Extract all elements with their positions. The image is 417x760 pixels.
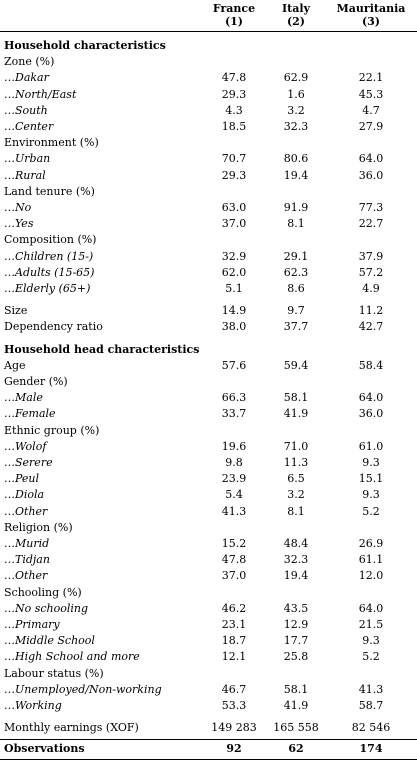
bottom-rule bbox=[0, 759, 417, 760]
row-value: 37.9 bbox=[358, 249, 384, 263]
row-value: 47.8 bbox=[221, 71, 247, 85]
row-value: 91.9 bbox=[283, 201, 309, 214]
row-value: 77.3 bbox=[358, 201, 384, 214]
row-label: Observations bbox=[4, 742, 85, 756]
row-value: 5.1 bbox=[225, 282, 243, 295]
row-value: 43.5 bbox=[283, 601, 309, 615]
row-value: 37.0 bbox=[221, 569, 247, 583]
row-value: 41.9 bbox=[283, 699, 309, 712]
row-value: 3.2 bbox=[287, 103, 305, 117]
row-value: 45.3 bbox=[358, 87, 384, 101]
column-number: (2) bbox=[286, 15, 306, 28]
row-value: 19.4 bbox=[283, 569, 309, 583]
table-row bbox=[0, 87, 417, 103]
row-label: …Primary bbox=[4, 618, 60, 631]
row-value: 62.3 bbox=[283, 265, 309, 279]
row-value: 12.0 bbox=[358, 569, 384, 583]
column-name: Italy bbox=[282, 2, 310, 15]
row-label: …Children (15-) bbox=[4, 249, 94, 263]
table-row bbox=[0, 536, 417, 552]
column-name: Mauritania bbox=[336, 2, 406, 15]
row-value: 22.7 bbox=[358, 217, 384, 231]
group-heading-row bbox=[0, 585, 417, 601]
table-row bbox=[0, 281, 417, 297]
row-value: 66.3 bbox=[221, 391, 247, 405]
section-heading-row bbox=[0, 342, 417, 358]
row-label: …Wolof bbox=[4, 439, 47, 453]
table-row bbox=[0, 698, 417, 714]
row-label: …Yes bbox=[4, 217, 34, 231]
table-row bbox=[0, 406, 417, 422]
row-value: 59.4 bbox=[283, 358, 309, 372]
column-header-mauritania bbox=[336, 2, 406, 28]
row-value: 58.4 bbox=[358, 358, 384, 372]
row-label: …Other bbox=[4, 569, 48, 583]
row-label: Composition (%) bbox=[4, 233, 97, 247]
row-value: 5.2 bbox=[362, 650, 380, 664]
row-value: 9.7 bbox=[287, 304, 305, 318]
row-value: 4.3 bbox=[225, 103, 243, 117]
row-value: 22.1 bbox=[358, 71, 384, 85]
row-value: 9.8 bbox=[225, 456, 243, 469]
row-label: Ethnic group (%) bbox=[4, 423, 100, 437]
row-label: Zone (%) bbox=[4, 55, 55, 69]
table-row bbox=[0, 439, 417, 455]
row-value: 9.3 bbox=[362, 634, 380, 648]
row-label: Age bbox=[4, 358, 26, 372]
row-value: 58.1 bbox=[283, 682, 309, 696]
row-value: 32.3 bbox=[283, 553, 309, 567]
row-value: 165 558 bbox=[273, 721, 319, 735]
column-header-france bbox=[199, 2, 269, 28]
row-label: …Unemployed/Non-working bbox=[4, 682, 162, 696]
row-value: 9.3 bbox=[362, 488, 380, 502]
table-row bbox=[0, 319, 417, 335]
row-value: 19.4 bbox=[283, 168, 309, 182]
row-value: 46.2 bbox=[221, 601, 247, 615]
table-row bbox=[0, 617, 417, 633]
row-value: 62.9 bbox=[283, 71, 309, 85]
row-value: 18.7 bbox=[221, 634, 247, 648]
table-row bbox=[0, 216, 417, 232]
row-label: Size bbox=[4, 304, 28, 318]
row-value: 80.6 bbox=[283, 152, 309, 166]
row-label: Dependency ratio bbox=[4, 320, 103, 334]
row-value: 46.7 bbox=[221, 682, 247, 696]
row-value: 62.0 bbox=[221, 265, 247, 279]
row-value: 41.3 bbox=[221, 504, 247, 518]
table-row bbox=[0, 552, 417, 568]
table-row bbox=[0, 633, 417, 649]
row-value: 61.0 bbox=[358, 439, 384, 453]
row-value: 5.4 bbox=[225, 488, 243, 502]
column-number: (3) bbox=[361, 15, 381, 28]
row-label: …Urban bbox=[4, 152, 51, 166]
section-heading-row bbox=[0, 38, 417, 54]
row-value: 174 bbox=[359, 742, 383, 756]
row-label: Gender (%) bbox=[4, 375, 68, 388]
row-label: …High School and more bbox=[4, 650, 140, 664]
row-value: 47.8 bbox=[221, 553, 247, 567]
table-row bbox=[0, 601, 417, 617]
row-label: Religion (%) bbox=[4, 520, 73, 534]
table-row bbox=[0, 487, 417, 503]
row-label: Environment (%) bbox=[4, 136, 99, 150]
row-label: Schooling (%) bbox=[4, 585, 82, 599]
row-label: Monthly earnings (XOF) bbox=[4, 721, 139, 735]
row-value: 5.2 bbox=[362, 504, 380, 518]
header-rule bbox=[0, 31, 417, 32]
row-label: …Middle School bbox=[4, 634, 95, 648]
row-value: 26.9 bbox=[358, 537, 384, 550]
row-value: 61.1 bbox=[358, 553, 384, 567]
table-row bbox=[0, 265, 417, 281]
row-value: 17.7 bbox=[283, 634, 309, 648]
row-value: 6.5 bbox=[287, 472, 305, 486]
row-label: …Dakar bbox=[4, 71, 49, 85]
table-row bbox=[0, 249, 417, 265]
row-label: …No schooling bbox=[4, 601, 89, 615]
group-heading-row bbox=[0, 423, 417, 439]
row-label: …South bbox=[4, 103, 48, 117]
row-value: 3.2 bbox=[287, 488, 305, 502]
row-label: …Rural bbox=[4, 168, 46, 182]
table-row bbox=[0, 568, 417, 584]
group-heading-row bbox=[0, 232, 417, 248]
table-row bbox=[0, 103, 417, 119]
footer-rule bbox=[0, 739, 417, 740]
row-value: 48.4 bbox=[283, 537, 309, 550]
row-label: Land tenure (%) bbox=[4, 184, 95, 198]
row-value: 149 283 bbox=[211, 721, 257, 735]
group-heading-row bbox=[0, 184, 417, 200]
row-value: 23.1 bbox=[221, 618, 247, 631]
row-value: 58.1 bbox=[283, 391, 309, 405]
column-name: France bbox=[212, 2, 256, 15]
row-value: 21.5 bbox=[358, 618, 384, 631]
row-value: 12.1 bbox=[221, 650, 247, 664]
table-row bbox=[0, 303, 417, 319]
row-value: 8.1 bbox=[287, 504, 305, 518]
row-value: 15.2 bbox=[221, 537, 247, 550]
row-label: …Serere bbox=[4, 456, 53, 469]
row-value: 12.9 bbox=[283, 618, 309, 631]
row-label: …Tidjan bbox=[4, 553, 50, 567]
row-label: …Elderly (65+) bbox=[4, 282, 91, 295]
table-row bbox=[0, 200, 417, 216]
row-value: 36.0 bbox=[358, 407, 384, 421]
row-value: 9.3 bbox=[362, 456, 380, 469]
column-number: (1) bbox=[224, 15, 244, 28]
row-value: 32.9 bbox=[221, 249, 247, 263]
table-row bbox=[0, 455, 417, 471]
row-value: 29.3 bbox=[221, 168, 247, 182]
row-label: …Female bbox=[4, 407, 56, 421]
table-row bbox=[0, 504, 417, 520]
row-label: …Adults (15-65) bbox=[4, 265, 95, 279]
row-value: 71.0 bbox=[283, 439, 309, 453]
row-value: 63.0 bbox=[221, 201, 247, 214]
row-value: 92 bbox=[226, 742, 242, 756]
row-value: 19.6 bbox=[221, 439, 247, 453]
row-value: 42.7 bbox=[358, 320, 384, 334]
row-label: …Peul bbox=[4, 472, 40, 486]
row-value: 70.7 bbox=[221, 152, 247, 166]
row-value: 25.8 bbox=[283, 650, 309, 664]
observations-row bbox=[0, 741, 417, 757]
row-value: 11.3 bbox=[283, 456, 309, 469]
row-value: 82 546 bbox=[351, 721, 391, 735]
row-value: 18.5 bbox=[221, 120, 247, 133]
row-value: 36.0 bbox=[358, 168, 384, 182]
row-value: 37.0 bbox=[221, 217, 247, 231]
row-value: 64.0 bbox=[358, 391, 384, 405]
row-value: 15.1 bbox=[358, 472, 384, 486]
group-heading-row bbox=[0, 520, 417, 536]
row-value: 8.6 bbox=[287, 282, 305, 295]
row-value: 33.7 bbox=[221, 407, 247, 421]
row-value: 41.3 bbox=[358, 682, 384, 696]
row-label: …Working bbox=[4, 699, 62, 712]
table-row bbox=[0, 168, 417, 184]
row-value: 58.7 bbox=[358, 699, 384, 712]
row-value: 57.2 bbox=[358, 265, 384, 279]
column-header-italy bbox=[261, 2, 331, 28]
group-heading-row bbox=[0, 135, 417, 151]
row-label: …Center bbox=[4, 120, 54, 133]
row-value: 32.3 bbox=[283, 120, 309, 133]
row-label: …No bbox=[4, 201, 32, 214]
row-value: 4.9 bbox=[362, 282, 380, 295]
group-heading-row bbox=[0, 54, 417, 70]
row-value: 37.7 bbox=[283, 320, 309, 334]
table-row bbox=[0, 682, 417, 698]
row-label: Household characteristics bbox=[4, 39, 166, 52]
group-heading-row bbox=[0, 374, 417, 390]
table-row bbox=[0, 70, 417, 86]
row-value: 1.6 bbox=[287, 87, 305, 101]
row-label: …North/East bbox=[4, 87, 77, 101]
row-label: …Male bbox=[4, 391, 43, 405]
row-value: 53.3 bbox=[221, 699, 247, 712]
row-value: 4.7 bbox=[362, 103, 380, 117]
row-label: …Other bbox=[4, 504, 48, 518]
table-row bbox=[0, 151, 417, 167]
row-value: 41.9 bbox=[283, 407, 309, 421]
row-value: 11.2 bbox=[358, 304, 384, 318]
table-row bbox=[0, 390, 417, 406]
row-value: 57.6 bbox=[221, 358, 247, 372]
row-value: 64.0 bbox=[358, 601, 384, 615]
group-heading-row bbox=[0, 666, 417, 682]
row-value: 29.1 bbox=[283, 249, 309, 263]
table-row bbox=[0, 119, 417, 135]
row-value: 62 bbox=[288, 742, 304, 756]
row-label: Labour status (%) bbox=[4, 666, 104, 680]
row-value: 14.9 bbox=[221, 304, 247, 318]
row-label: Household head characteristics bbox=[4, 342, 200, 356]
row-label: …Murid bbox=[4, 537, 50, 550]
row-value: 27.9 bbox=[358, 120, 384, 133]
row-value: 38.0 bbox=[221, 320, 247, 334]
table-row bbox=[0, 358, 417, 374]
row-value: 29.3 bbox=[221, 87, 247, 101]
table-row bbox=[0, 649, 417, 665]
row-label: …Diola bbox=[4, 488, 45, 502]
row-value: 64.0 bbox=[358, 152, 384, 166]
row-value: 8.1 bbox=[287, 217, 305, 231]
table-row bbox=[0, 471, 417, 487]
table-row bbox=[0, 720, 417, 736]
row-value: 23.9 bbox=[221, 472, 247, 486]
